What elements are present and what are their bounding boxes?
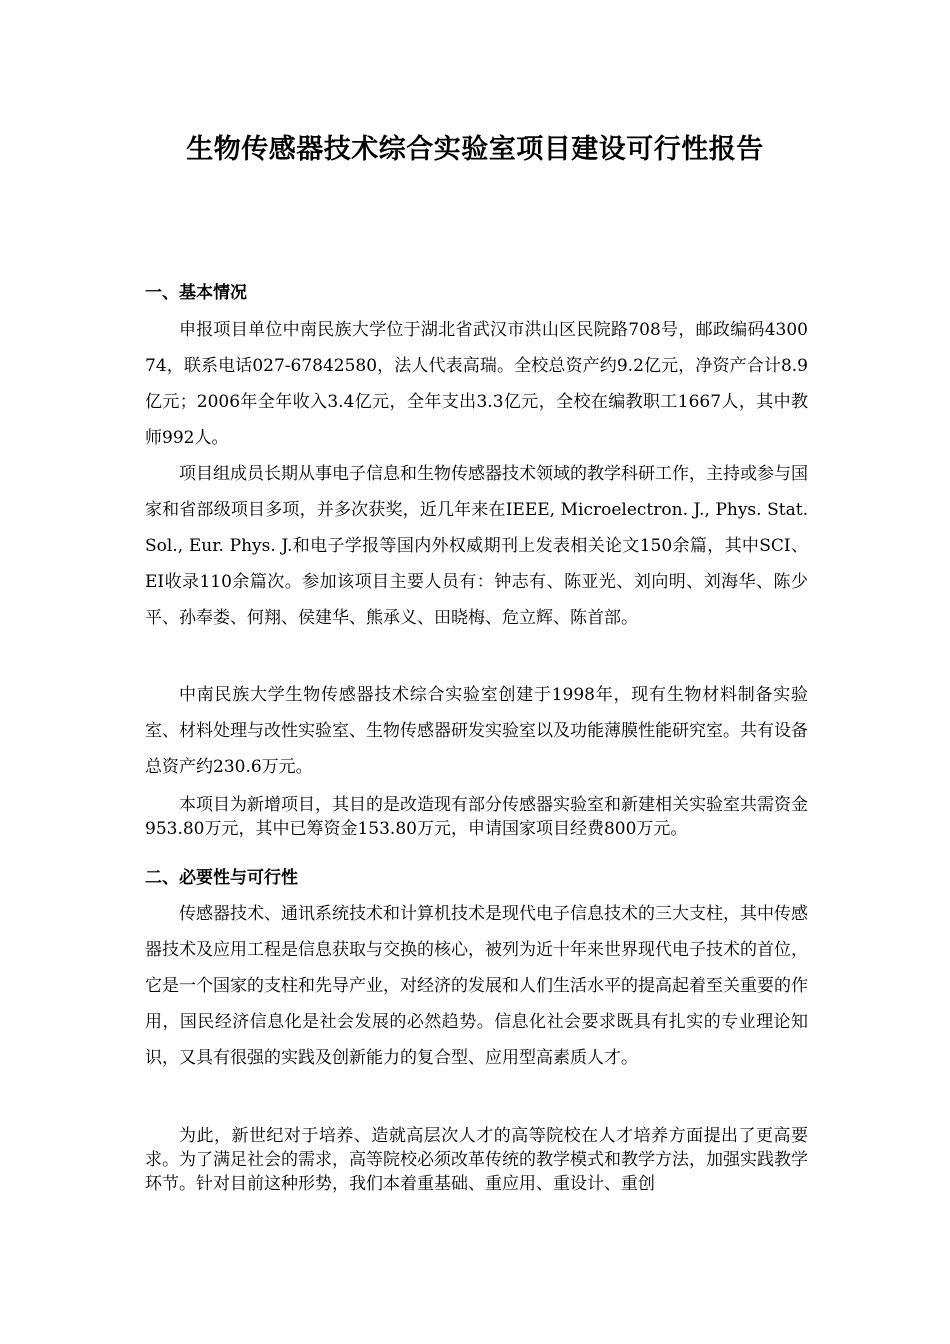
paragraph-team-members: 项目组成员长期从事电子信息和生物传感器技术领域的教学科研工作，主持或参与国家和省部级项目多项，并多次获奖，近几年来在IEEE, Microelectron. J., Phys. Stat. Sol., Eur. Phys. J.和电子学报等国内外权威期刊上发表相关论文150余篇，其中SCI、EI收录110余篇次。参加该项目主要人员有：钟志有、陈亚光、刘向明、刘海华、陈少平、孙奉娄、何翔、侯建华、熊承义、田晓梅、危立辉、陈首部。 (145, 464, 808, 628)
paragraph-lab-history: 中南民族大学生物传感器技术综合实验室创建于1998年，现有生物材料制备实验室、材料处理与改性实验室、生物传感器研发实验室以及功能薄膜性能研究室。共有设备总资产约230.6万元。 (145, 685, 808, 777)
paragraph-applicant-info: 申报项目单位中南民族大学位于湖北省武汉市洪山区民院路708号，邮政编码430074，联系电话027-67842580，法人代表高瑞。全校总资产约9.2亿元，净资产合计8.9亿元；2006年全年收入3.4亿元，全年支出3.3亿元，全校在编教职工1667人，其中教师992人。 (145, 320, 808, 448)
paragraph-sensor-technology: 传感器技术、通讯系统技术和计算机技术是现代电子信息技术的三大支柱，其中传感器技术及应用工程是信息获取与交换的核心，被列为近十年来世界现代电子技术的首位，它是一个国家的支柱和先导产业，对经济的发展和人们生活水平的提高起着至关重要的作用，国民经济信息化是社会发展的必然趋势。信息化社会要求既具有扎实的专业理论知识，又具有很强的实践及创新能力的复合型、应用型高素质人才。 (145, 904, 808, 1068)
document-title: 生物传感器技术综合实验室项目建设可行性报告 (186, 134, 764, 165)
paragraph-education-reform: 为此，新世纪对于培养、造就高层次人才的高等院校在人才培养方面提出了更高要求。为了满足社会的需求，高等院校必须改革传统的教学模式和教学方法，加强实践教学环节。针对目前这种形势，我们本着重基础、重应用、重设计、重创 (145, 1126, 808, 1194)
section-heading-necessity: 二、必要性与可行性 (145, 868, 298, 888)
paragraph-project-funding: 本项目为新增项目，其目的是改造现有部分传感器实验室和新建相关实验室共需资金953.80万元，其中已筹资金153.80万元，申请国家项目经费800万元。 (145, 795, 808, 839)
section-heading-basic-info: 一、基本情况 (145, 283, 247, 303)
